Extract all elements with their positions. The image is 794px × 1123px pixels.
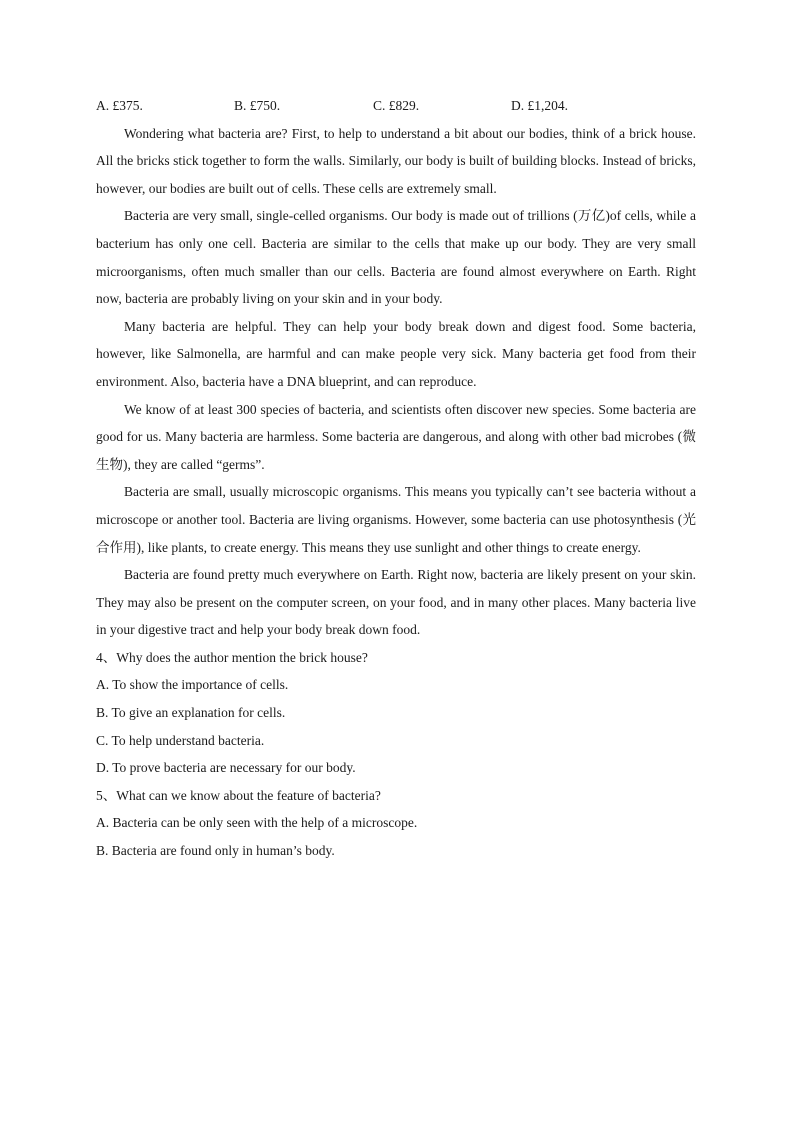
question-5-option-b: B. Bacteria are found only in human’s body. [96,843,335,859]
question-4-text: 4、Why does the author mention the brick house? [96,649,368,665]
document-page [96,92,696,865]
option-b: B. £750. [234,98,281,113]
question-4 [96,644,696,782]
question-5-text: 5、What can we know about the feature of bacteria? [96,787,381,803]
passage-paragraph-4: We know of at least 300 species of bacteria, and scientists often discover new species. Some bacteria are good for us. Many bacteria are harmless. Some bacteria are dangerous, and along with other bad microbes (微生物), they are called “germs”. [96,401,696,472]
question-5 [96,782,696,865]
question-4-option-b: B. To give an explanation for cells. [96,705,286,721]
option-d: D. £1,204. [511,98,568,113]
question-4-option-a: A. To show the importance of cells. [96,677,289,693]
passage-paragraph-6: Bacteria are found pretty much everywhere on Earth. Right now, bacteria are likely present on your skin. They may also be present on the computer screen, on your food, and in many other places. Many bacteria live in your digestive tract and help your body break down food. [96,567,696,638]
passage-paragraph-2: Bacteria are very small, single-celled organisms. Our body is made out of trillions (万亿)of cells, while a bacterium has only one cell. Bacteria are similar to the cells that make up our body. They are very small microorganisms, often much smaller than our cells. Bacteria are found almost everywhere on Earth. Right now, bacteria are probably living on your skin and in your body. [96,208,696,307]
question-5-option-a: A. Bacteria can be only seen with the help of a microscope. [96,815,418,831]
option-c: C. £829. [373,98,420,113]
passage-paragraph-3: Many bacteria are helpful. They can help your body break down and digest food. Some bacteria, however, like Salmonella, are harmful and can make people very sick. Many bacteria get food from their environment. Also, bacteria have a DNA blueprint, and can reproduce. [96,318,696,389]
option-a: A. £375. [96,98,143,113]
previous-question-options [96,92,696,120]
question-4-option-c: C. To help understand bacteria. [96,732,265,748]
question-4-option-d: D. To prove bacteria are necessary for our body. [96,760,356,776]
passage-paragraph-1: Wondering what bacteria are? First, to help to understand a bit about our bodies, think of a brick house. All the bricks stick together to form the walls. Similarly, our body is built of building blocks. Instead of bricks, however, our bodies are built out of cells. These cells are extremely small. [96,125,696,196]
passage-paragraph-5: Bacteria are small, usually microscopic organisms. This means you typically can’t see bacteria without a microscope or another tool. Bacteria are living organisms. However, some bacteria can use photosynthesis (光合作用), like plants, to create energy. This means they use sunlight and other things to create energy. [96,484,696,555]
